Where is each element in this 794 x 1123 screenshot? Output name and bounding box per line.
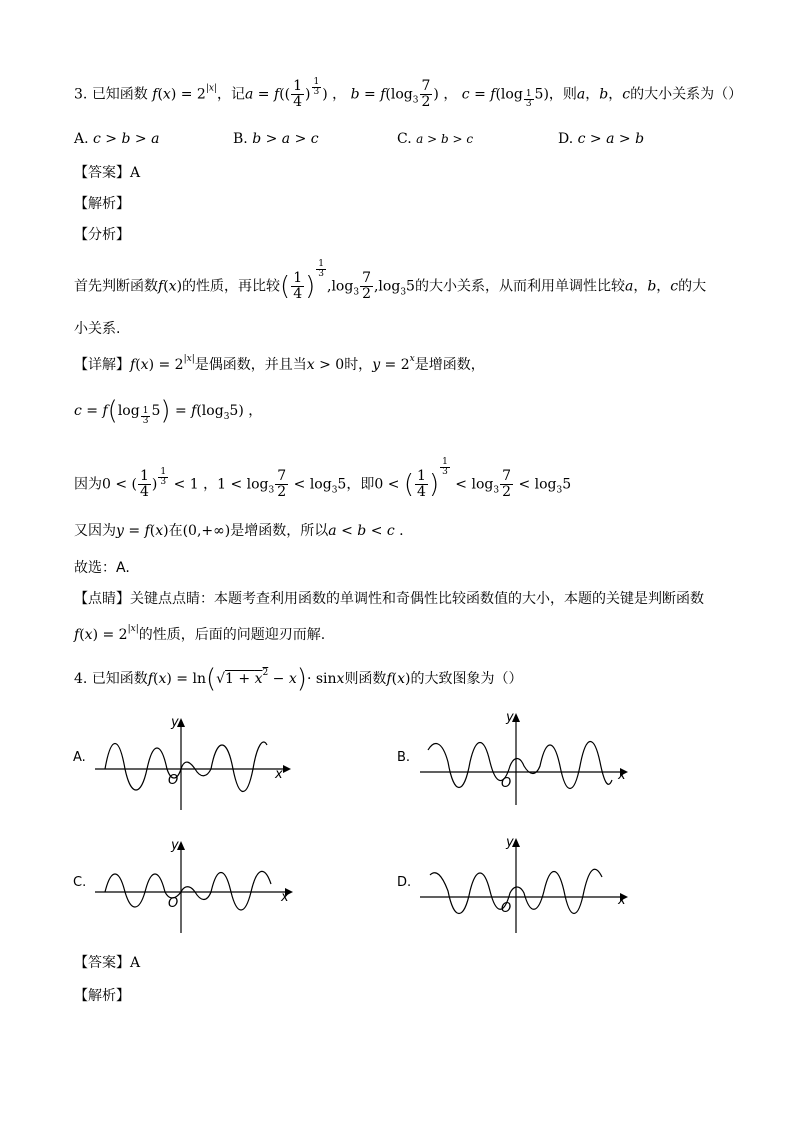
graph-d-x-label: x — [618, 893, 626, 908]
q4-stem: 4. 已知函数$f(x) = \ln(√1 + x^2 - x)\cdot \sin x$则函数f(x)的大致图象为（） — [74, 664, 523, 694]
q3-stem: 3. 已知函数 $f(x) = 2^{|x|}$，记a = f(( $\frac{1}{4}$ ) $^{\frac{1}{3}}$ ) ， $b = f(\log_3$ $\frac{7}{2}$ ) ， c = f(log $_{\frac{1}{3}}$ 5)，则a，b，c的大小关系为（） — [74, 77, 743, 110]
graph-d-svg — [420, 835, 635, 935]
graph-d[interactable] — [420, 835, 635, 935]
graph-d-origin: O — [501, 901, 512, 916]
graph-b[interactable] — [420, 710, 635, 805]
q3-fenxi-line2: 小关系. — [74, 321, 121, 337]
graph-a-y-label: y — [171, 715, 179, 730]
graph-b-y-label: y — [506, 710, 514, 725]
graph-c-label: C. — [73, 875, 87, 890]
option-a[interactable]: A. c > b > a — [74, 131, 160, 147]
graph-d-label: D. — [397, 875, 412, 890]
graph-d-y-label: y — [506, 835, 514, 850]
option-b[interactable]: B. b > a > c — [233, 131, 319, 147]
graph-a-svg — [95, 715, 295, 810]
graph-b-origin: O — [501, 776, 512, 791]
q3-analysis-tag: 【解析】 — [74, 196, 130, 212]
q3-choose: 故选：A. — [74, 560, 130, 576]
graph-c-origin: O — [168, 896, 179, 911]
graph-a-label: A. — [73, 750, 86, 765]
option-d[interactable]: D. c > a > b — [558, 131, 645, 147]
q3-detail-line3: 因为0 < ( $\frac{1}{4}$ ) $^{\frac{1}{3}}$ < 1 ，$1 < \log_3$ $\frac{7}{2}$ < $\log_35$，即0 < ( $\frac{1}{4}$ ) $^{\frac{1}{3}}$ < $\log_3$ $\frac{7}{2}$ < $\log_35$ — [74, 457, 572, 500]
graph-b-label: B. — [397, 750, 411, 765]
q4-answer: 【答案】A — [74, 955, 141, 971]
q3-fenxi-tag: 【分析】 — [74, 227, 130, 243]
graph-b-x-label: x — [618, 768, 626, 783]
q3-dianjing-line1: 【点睛】关键点点睛：本题考查利用函数的单调性和奇偶性比较函数值的大小，本题的关键是判断函数 — [74, 591, 704, 607]
graph-c-svg — [95, 838, 295, 933]
graph-c[interactable] — [95, 838, 295, 933]
graph-a-origin: O — [168, 773, 179, 788]
graph-c-y-label: y — [171, 838, 179, 853]
graph-b-svg — [420, 710, 635, 805]
q3-dianjing-line2: $f(x) = 2^{|x|}$的性质，后面的问题迎刃而解. — [74, 624, 326, 643]
q3-fenxi-line1: 首先判断函数f(x)的性质，再比较( $\frac{1}{4}$ ) $^{\frac{1}{3}}$ $,\log_3$ $\frac{7}{2}$ $,\log_35$的大小关系，从而利用单调性比较a，b，c的大 — [74, 259, 707, 302]
q3-detail-line4: 又因为y = f(x)在(0,+∞)是增函数，所以a < b < c . — [74, 523, 404, 539]
q3-answer: 【答案】A — [74, 165, 141, 181]
q3-number: 3. — [74, 86, 88, 103]
graph-c-x-label: x — [281, 890, 289, 905]
option-c[interactable]: C. a > b > c — [397, 131, 474, 147]
q3-detail-line2: c = f(log $_{\frac{1}{3}}$ $5) = f(\log_35)$ ， — [74, 396, 263, 426]
graph-a[interactable] — [95, 715, 295, 810]
q3-detail-line1: 【详解】$f(x) = 2^{|x|}$是偶函数，并且当x > 0时，$y = 2^x$是增函数， — [74, 354, 485, 373]
graph-a-x-label: x — [275, 767, 283, 782]
q4-analysis-tag: 【解析】 — [74, 988, 130, 1004]
